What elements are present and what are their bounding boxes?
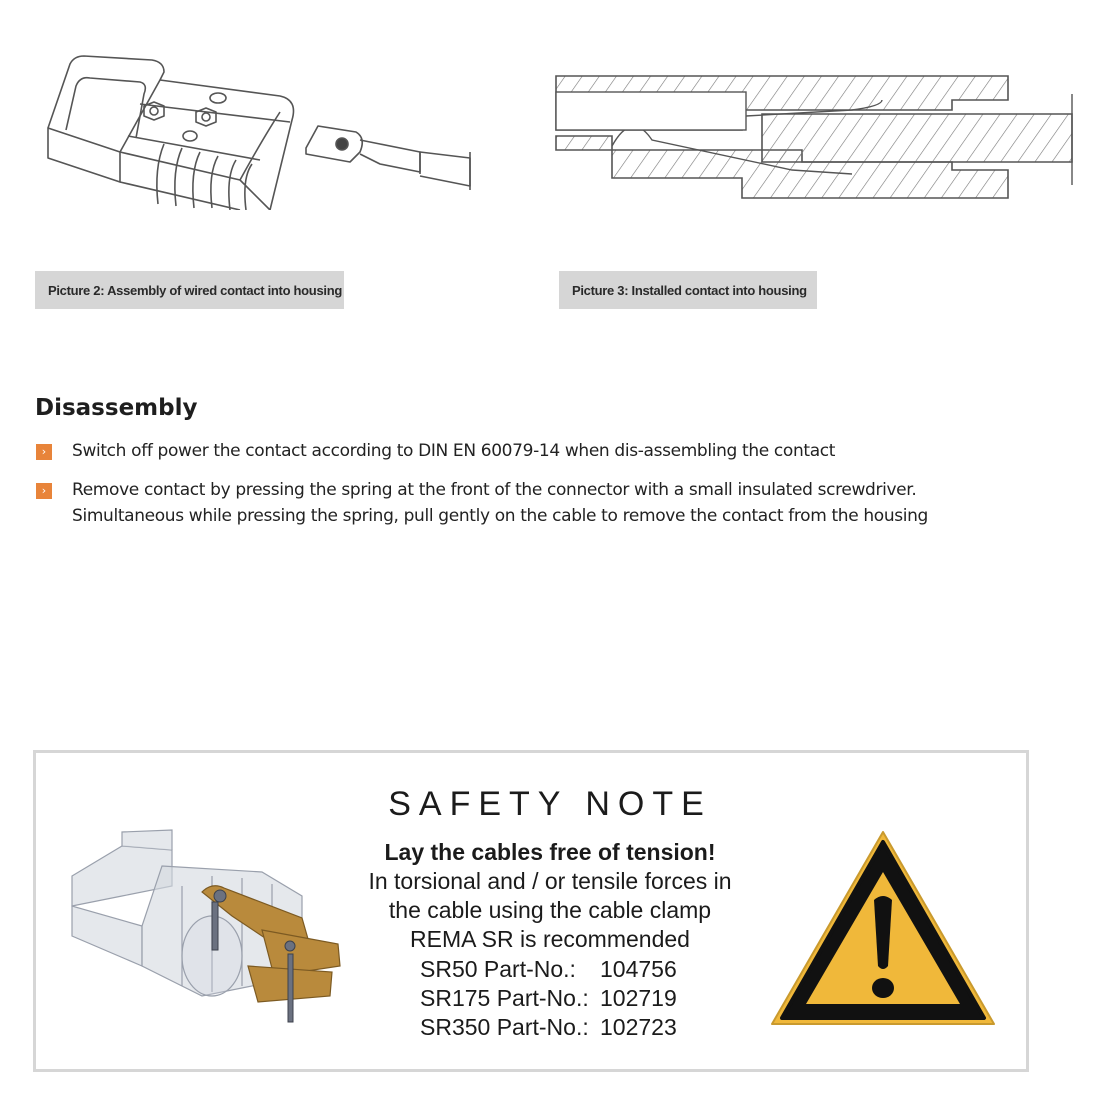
safety-note-line-1: In torsional and / or tensile forces in (368, 868, 732, 894)
safety-note-line-3: REMA SR is recommended (410, 926, 690, 952)
safety-note-line-2: the cable using the cable clamp (388, 897, 712, 923)
picture-3-caption: Picture 3: Installed contact into housing (559, 271, 817, 309)
part-number-row (420, 1014, 677, 1041)
chevron-right-icon: › (36, 444, 52, 460)
disassembly-heading: Disassembly (35, 395, 198, 421)
part-label: SR350 Part-No.: (420, 1014, 589, 1040)
part-label: SR50 Part-No.: (420, 956, 576, 982)
disassembly-item-2-line-2: Simultaneous while pressing the spring, pull gently on the cable to remove the contact from the housing (72, 506, 929, 526)
safety-note-emphasis: Lay the cables free of tension! (384, 839, 716, 865)
disassembly-item-2-line-1: Remove contact by pressing the spring at the front of the connector with a small insulated screwdriver. (72, 480, 917, 500)
part-number: 104756 (600, 956, 677, 982)
disassembly-item-1: Switch off power the contact according to DIN EN 60079-14 when dis-assembling the contact (72, 441, 836, 461)
part-label: SR175 Part-No.: (420, 985, 589, 1011)
picture-2-caption: Picture 2: Assembly of wired contact into housing (35, 271, 344, 309)
part-number-row (420, 985, 677, 1012)
contact-cross-section-illustration (552, 70, 1082, 200)
part-number: 102719 (600, 985, 677, 1011)
connector-housing-with-contact-illustration (40, 40, 480, 210)
cable-clamp-illustration (62, 826, 342, 1026)
safety-note-title: SAFETY NOTE (388, 785, 712, 823)
chevron-right-icon: › (36, 483, 52, 499)
part-number: 102723 (600, 1014, 677, 1040)
part-number-row (420, 956, 677, 983)
warning-triangle-icon (768, 828, 998, 1028)
